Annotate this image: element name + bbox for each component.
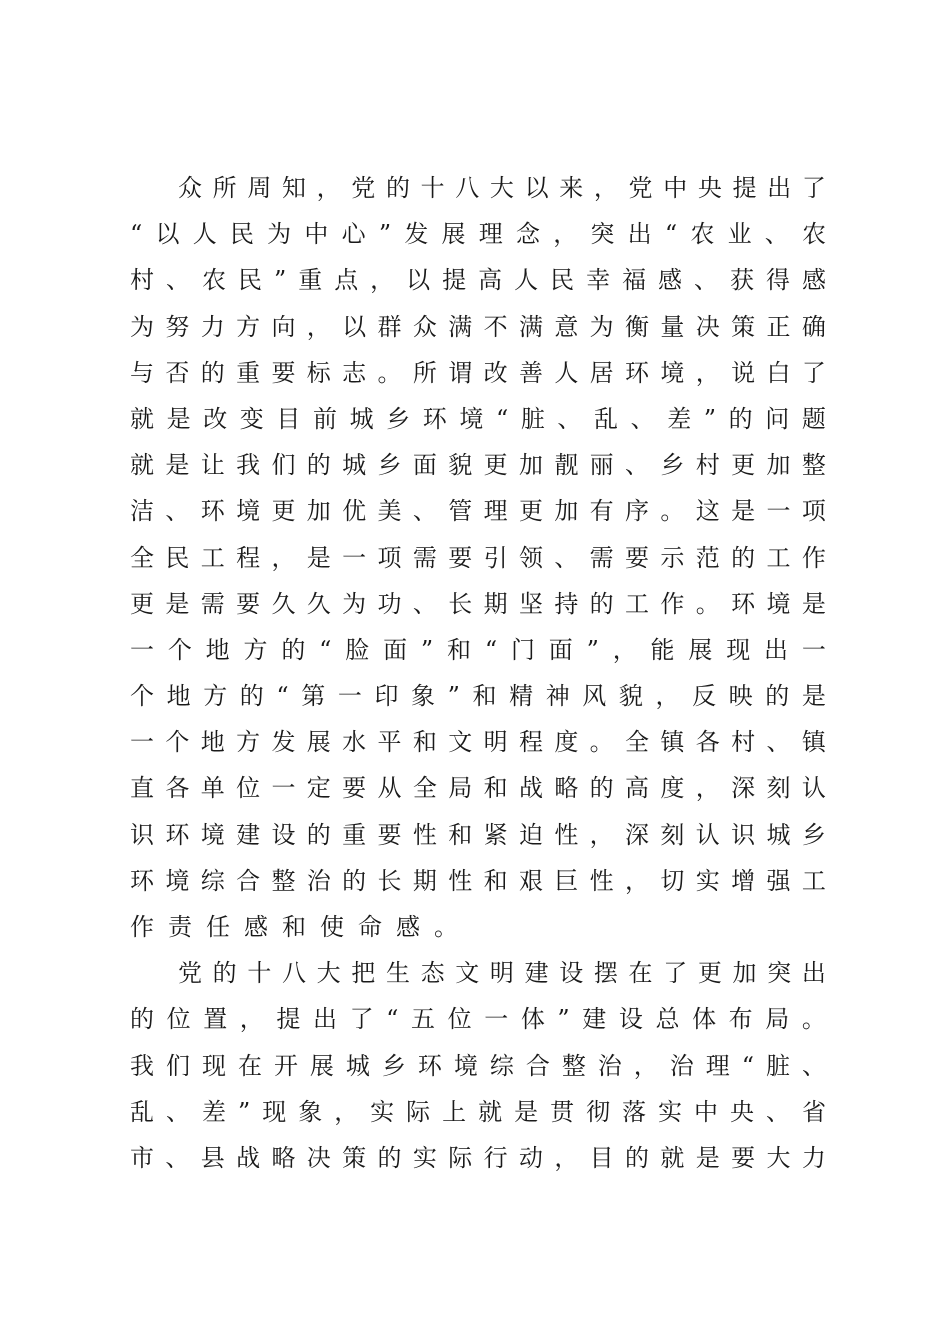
- paragraph-2: [130, 950, 826, 1181]
- text-line: 一 个 地 方 发 展 水 平 和 文 明 程 度 。 全 镇 各 村 、 镇: [130, 728, 826, 757]
- text-line: 党 的 十 八 大 把 生 态 文 明 建 设 摆 在 了 更 加 突 出: [178, 959, 826, 988]
- text-line: 乱 、 差 ” 现 象 ， 实 际 上 就 是 贯 彻 落 实 中 央 、 省: [130, 1097, 826, 1126]
- text-line: 作责任感和使命感。: [130, 913, 472, 941]
- text-line: 就 是 改 变 目 前 城 乡 环 境 “ 脏 、 乱 、 差 ” 的 问 题: [130, 404, 826, 433]
- text-line: “ 以 人 民 为 中 心 ” 发 展 理 念 ， 突 出 “ 农 业 、 农: [130, 220, 826, 249]
- text-line: 直 各 单 位 一 定 要 从 全 局 和 战 略 的 高 度 ， 深 刻 认: [130, 774, 826, 803]
- text-line: 识 环 境 建 设 的 重 要 性 和 紧 迫 性 ， 深 刻 认 识 城 乡: [130, 820, 826, 849]
- text-line: 一 个 地 方 的 “ 脸 面 ” 和 “ 门 面 ” ， 能 展 现 出 一: [130, 635, 826, 664]
- text-line: 的 位 置 ， 提 出 了 “ 五 位 一 体 ” 建 设 总 体 布 局 。: [130, 1005, 826, 1034]
- text-line: 我 们 现 在 开 展 城 乡 环 境 综 合 整 治 ， 治 理 “ 脏 、: [130, 1051, 826, 1080]
- text-line: 与 否 的 重 要 标 志 。 所 谓 改 善 人 居 环 境 ， 说 白 了: [130, 358, 826, 387]
- text-line: 市 、 县 战 略 决 策 的 实 际 行 动 ， 目 的 就 是 要 大 力: [130, 1143, 826, 1172]
- text-line: 个 地 方 的 “ 第 一 印 象 ” 和 精 神 风 貌 ， 反 映 的 是: [130, 682, 826, 711]
- document-body: [130, 165, 826, 1181]
- text-line: 村 、 农 民 ” 重 点 ， 以 提 高 人 民 幸 福 感 、 获 得 感: [130, 266, 826, 295]
- text-line: 环 境 综 合 整 治 的 长 期 性 和 艰 巨 性 ， 切 实 增 强 工: [130, 866, 826, 895]
- text-line: 众 所 周 知 ， 党 的 十 八 大 以 来 ， 党 中 央 提 出 了: [178, 174, 826, 202]
- text-line: 全 民 工 程 ， 是 一 项 需 要 引 领 、 需 要 示 范 的 工 作: [130, 543, 826, 572]
- text-line: 就 是 让 我 们 的 城 乡 面 貌 更 加 靓 丽 、 乡 村 更 加 整: [130, 451, 826, 480]
- text-line: 更 是 需 要 久 久 为 功 、 长 期 坚 持 的 工 作 。 环 境 是: [130, 589, 826, 618]
- text-line: 洁 、 环 境 更 加 优 美 、 管 理 更 加 有 序 。 这 是 一 项: [130, 497, 826, 526]
- text-line: 为 努 力 方 向 ， 以 群 众 满 不 满 意 为 衡 量 决 策 正 确: [130, 312, 826, 341]
- paragraph-1: [130, 165, 826, 950]
